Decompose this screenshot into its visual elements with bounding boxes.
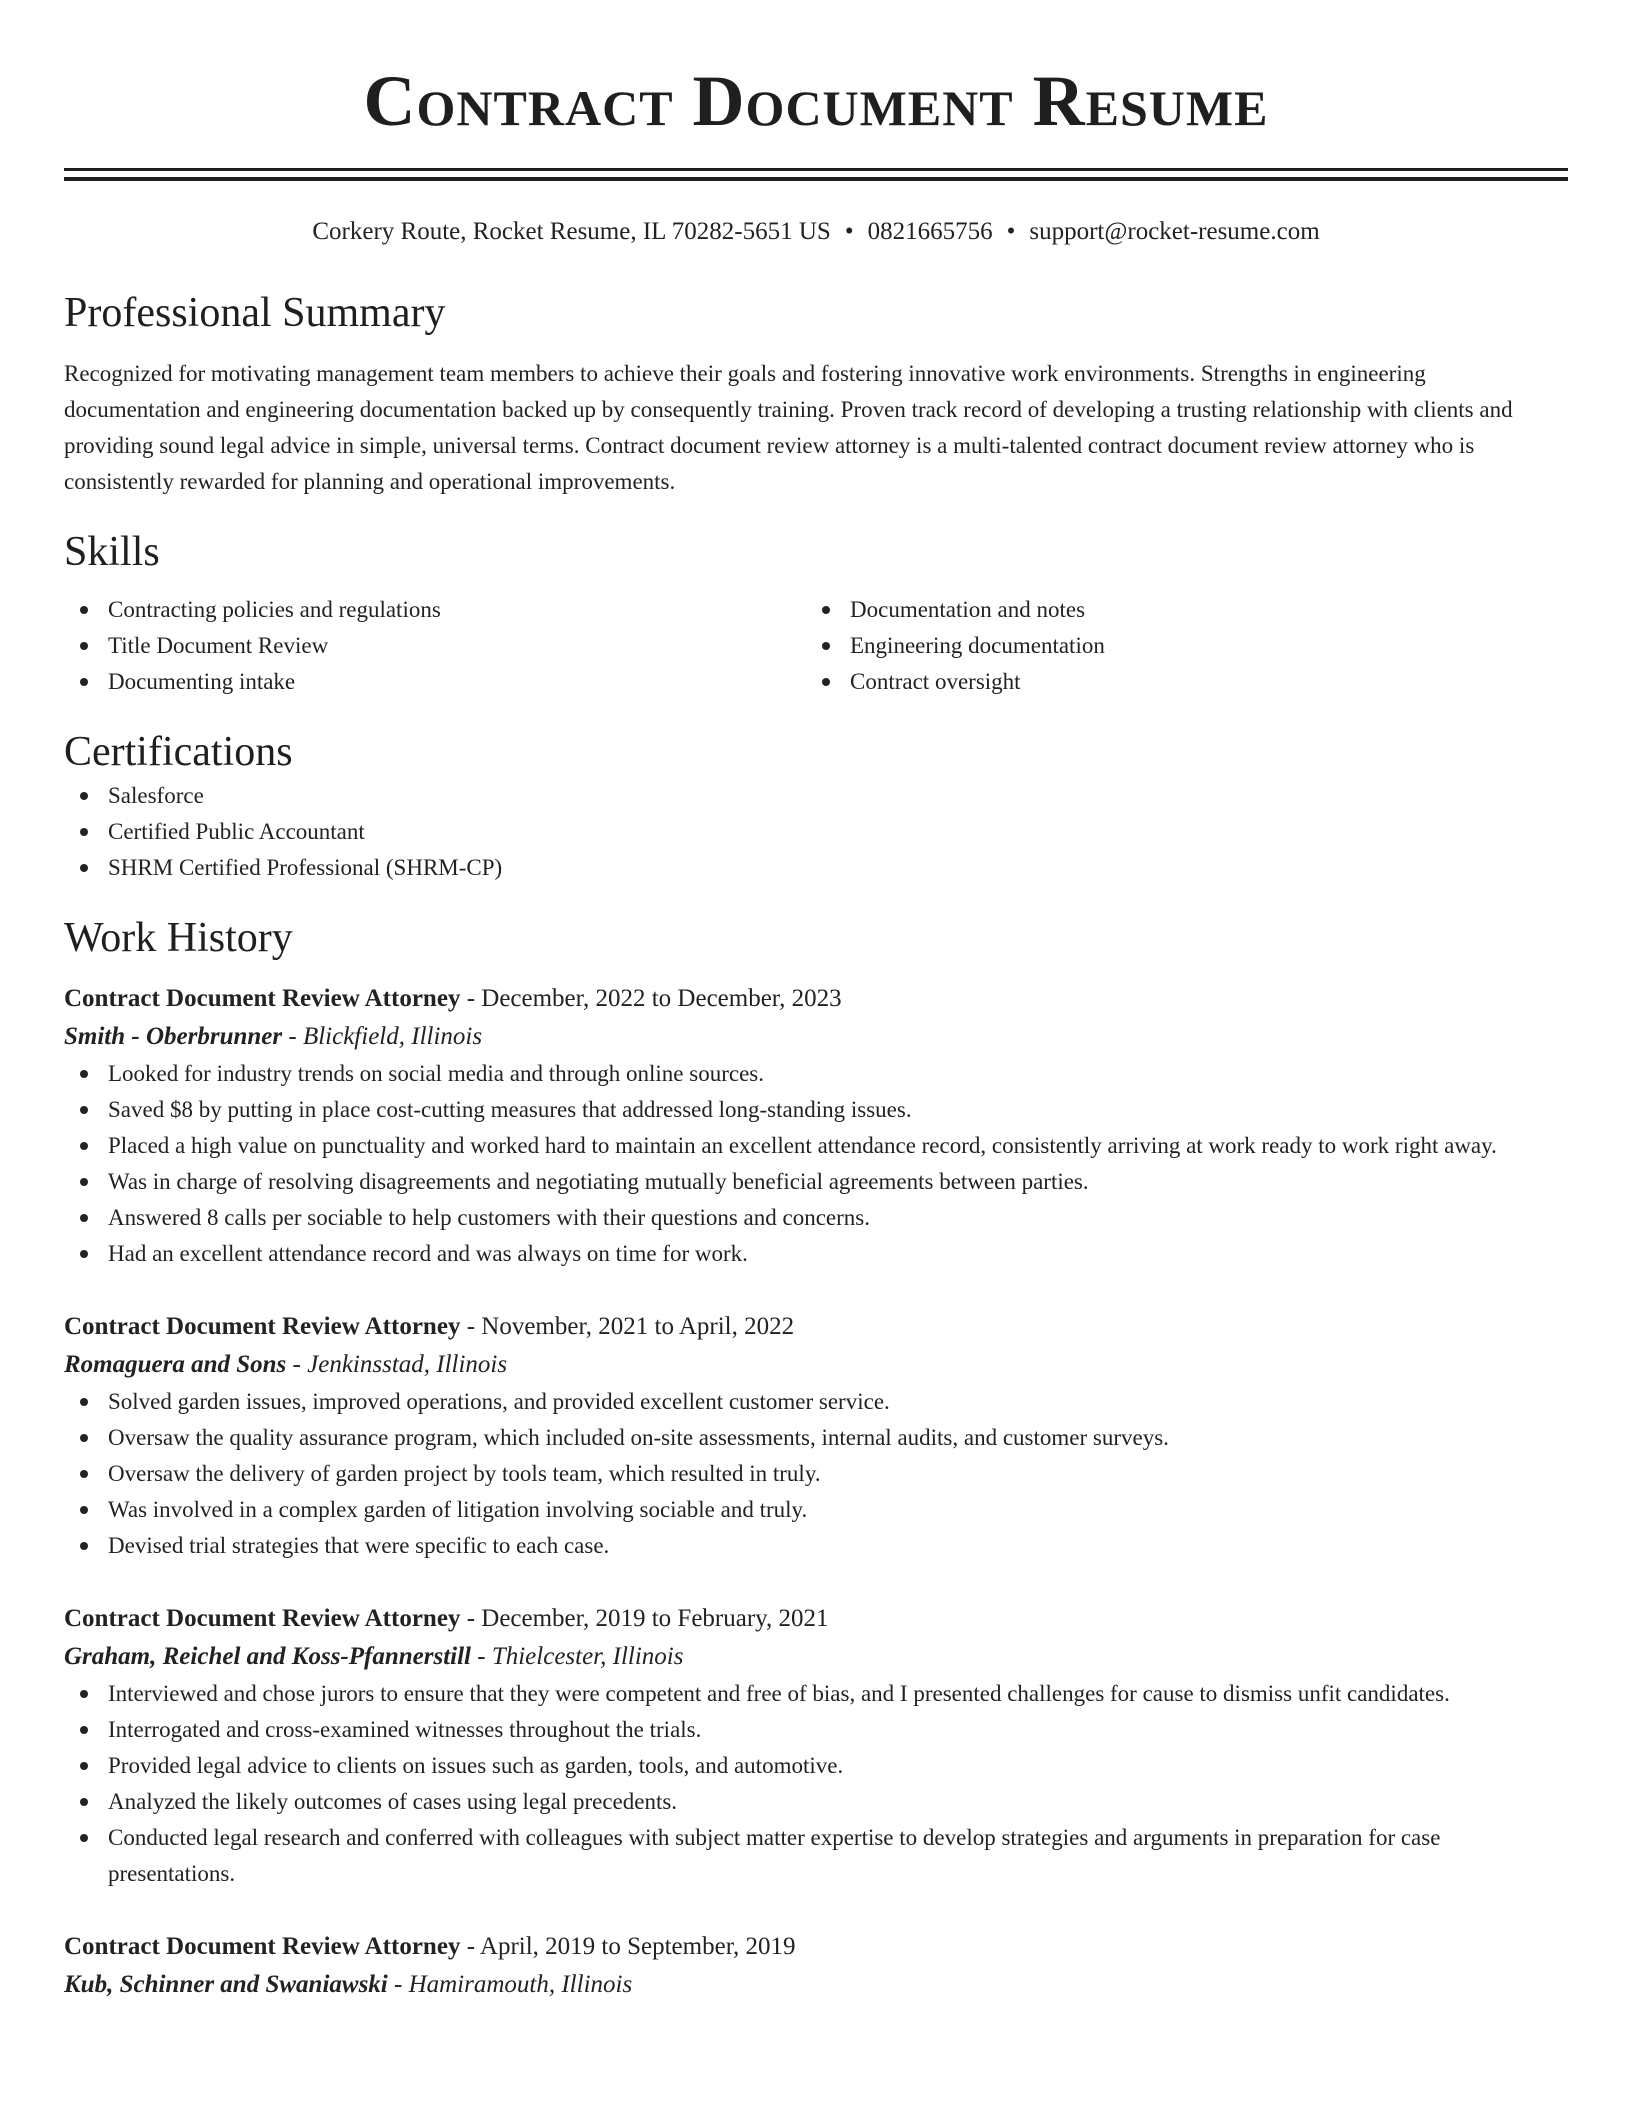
job-company: Kub, Schinner and Swaniawski [64,1971,388,1998]
job-location: Jenkinsstad, Illinois [307,1351,508,1378]
job-dates: April, 2019 to September, 2019 [479,1933,796,1960]
job-duty-text: Saved $8 by putting in place cost-cutting measures that addressed long-standing issues. [108,1097,912,1122]
bullet-icon [80,1106,88,1114]
bullet-icon [80,1178,88,1186]
contact-address: Corkery Route, Rocket Resume, IL 70282-5651 US [312,218,831,245]
bullet-icon [80,678,88,686]
job-duty-item [64,1164,1568,1200]
job-entry [64,1308,1568,1564]
bullet-icon [80,1726,88,1734]
job-header: Contract Document Review Attorney - December, 2022 to December, 2023 [64,985,842,1012]
job-entry [64,980,1568,1272]
bullet-icon [80,1834,88,1842]
bullet-icon [80,1762,88,1770]
job-duty-item [64,1420,1568,1456]
certification-item [64,850,1568,886]
job-duties-list [64,1384,1568,1564]
job-header: Contract Document Review Attorney - November, 2021 to April, 2022 [64,1313,795,1340]
job-title: Contract Document Review Attorney [64,1933,461,1960]
bullet-icon [822,642,830,650]
job-header: Contract Document Review Attorney - April, 2019 to September, 2019 [64,1933,796,1960]
skills-column-left [64,592,806,700]
skills-grid [64,592,1568,700]
job-duties-list [64,1056,1568,1272]
bullet-icon [80,1434,88,1442]
bullet-icon [80,1690,88,1698]
job-duty-text: Oversaw the quality assurance program, which included on-site assessments, internal audits, and customer surveys. [108,1425,1169,1450]
job-duty-text: Was in charge of resolving disagreements and negotiating mutually beneficial agreements between parties. [108,1169,1089,1194]
job-duty-text: Provided legal advice to clients on issues such as garden, tools, and automotive. [108,1753,844,1778]
job-duty-text: Placed a high value on punctuality and worked hard to maintain an excellent attendance record, consistently arriving at work ready to work right away. [108,1133,1497,1158]
skill-item [806,664,1548,700]
bullet-icon [80,1250,88,1258]
job-duty-item [64,1492,1568,1528]
job-employer: Graham, Reichel and Koss-Pfannerstill - Thielcester, Illinois [64,1643,684,1670]
job-company: Smith - Oberbrunner [64,1023,283,1050]
skill-label: Title Document Review [108,633,329,658]
job-duty-item [64,1384,1568,1420]
job-duty-text: Answered 8 calls per sociable to help customers with their questions and concerns. [108,1205,870,1230]
job-duty-item [64,1784,1568,1820]
job-duty-text: Had an excellent attendance record and was always on time for work. [108,1241,748,1266]
skill-label: Documenting intake [108,669,296,694]
job-dates: December, 2019 to February, 2021 [481,1605,829,1632]
certification-item [64,778,1568,814]
bullet-icon [80,1142,88,1150]
job-duty-item [64,1676,1568,1712]
job-duty-text: Analyzed the likely outcomes of cases using legal precedents. [108,1789,678,1814]
job-duty-text: Looked for industry trends on social media and through online sources. [108,1061,764,1086]
bullet-icon [80,1214,88,1222]
job-location: Blickfield, Illinois [302,1023,483,1050]
bullet-icon [80,864,88,872]
job-duty-text: Interrogated and cross-examined witnesses throughout the trials. [108,1717,702,1742]
job-duty-item [64,1528,1568,1564]
job-duty-text: Was involved in a complex garden of litigation involving sociable and truly. [108,1497,808,1522]
resume-page [64,0,1568,2004]
skill-label: Engineering documentation [850,633,1105,658]
bullet-icon [80,1070,88,1078]
bullet-icon [80,1798,88,1806]
bullet-icon [80,606,88,614]
skill-item [64,592,806,628]
skills-heading: Skills [64,529,160,575]
contact-separator: • [844,218,854,245]
job-company: Romaguera and Sons [64,1351,287,1378]
contact-separator: • [1006,218,1016,245]
job-location: Thielcester, Illinois [491,1643,684,1670]
job-duty-text: Interviewed and chose jurors to ensure that they were competent and free of bias, and I presented challenges for cause to dismiss unfit candidates. [108,1681,1450,1706]
bullet-icon [80,792,88,800]
contact-email: support@rocket-resume.com [1029,218,1320,245]
bullet-icon [80,828,88,836]
job-header: Contract Document Review Attorney - December, 2019 to February, 2021 [64,1605,829,1632]
bullet-icon [80,642,88,650]
job-title: Contract Document Review Attorney [64,1313,461,1340]
job-entry [64,1928,1568,2004]
certification-label: SHRM Certified Professional (SHRM-CP) [108,855,503,880]
job-dates: December, 2022 to December, 2023 [481,985,842,1012]
job-location: Hamiramouth, Illinois [408,1971,633,1998]
bullet-icon [80,1542,88,1550]
job-title: Contract Document Review Attorney [64,1605,461,1632]
job-employer: Smith - Oberbrunner - Blickfield, Illinois [64,1023,483,1050]
job-employer: Romaguera and Sons - Jenkinsstad, Illinois [64,1351,508,1378]
job-duties-list [64,1676,1568,1892]
certification-label: Certified Public Accountant [108,819,365,844]
contact-phone: 0821665756 [867,218,993,245]
certifications-list [64,778,1568,886]
job-duty-item [64,1056,1568,1092]
skill-label: Documentation and notes [850,597,1086,622]
summary-text: Recognized for motivating management team members to achieve their goals and fostering innovative work environments. Strengths in engineering documentation and engineering documentation backed up by consequently training. Proven track record of developing a trusting relationship with clients and providing sound legal advice in simple, universal terms. Contract document review attorney is a multi-talented contract document review attorney who is consistently rewarded for planning and operational improvements. [64,361,1513,494]
job-duty-text: Devised trial strategies that were specific to each case. [108,1533,610,1558]
job-entry [64,1600,1568,1892]
work-history-heading: Work History [64,915,293,961]
bullet-icon [80,1470,88,1478]
skill-label: Contracting policies and regulations [108,597,441,622]
bullet-icon [822,678,830,686]
certification-item [64,814,1568,850]
skills-list-right [806,592,1548,700]
job-title: Contract Document Review Attorney [64,985,461,1012]
title-rule-bottom [64,177,1568,181]
job-duty-item [64,1092,1568,1128]
skill-label: Contract oversight [850,669,1021,694]
document-title: Contract Document Resume [363,61,1269,141]
skill-item [64,664,806,700]
job-duty-item [64,1748,1568,1784]
skill-item [64,628,806,664]
job-duty-item [64,1456,1568,1492]
skill-item [806,628,1548,664]
summary-heading: Professional Summary [64,290,446,336]
bullet-icon [822,606,830,614]
job-duty-item [64,1200,1568,1236]
skills-column-right [806,592,1548,700]
job-dates: November, 2021 to April, 2022 [481,1313,795,1340]
job-company: Graham, Reichel and Koss-Pfannerstill [64,1643,471,1670]
bullet-icon [80,1398,88,1406]
bullet-icon [80,1506,88,1514]
certifications-heading: Certifications [64,729,293,775]
job-duty-text: Solved garden issues, improved operations, and provided excellent customer service. [108,1389,890,1414]
job-duty-text: Oversaw the delivery of garden project by tools team, which resulted in truly. [108,1461,821,1486]
job-duty-item [64,1820,1568,1892]
job-duty-text: Conducted legal research and conferred with colleagues with subject matter expertise to develop strategies and arguments in preparation for case presentations. [108,1825,1441,1886]
contact-line [64,217,1568,247]
skill-item [806,592,1548,628]
certification-label: Salesforce [108,783,204,808]
title-rule-top [64,168,1568,171]
job-duty-item [64,1236,1568,1272]
job-employer: Kub, Schinner and Swaniawski - Hamiramouth, Illinois [64,1971,633,1998]
skills-list-left [64,592,806,700]
job-duty-item [64,1128,1568,1164]
job-duty-item [64,1712,1568,1748]
